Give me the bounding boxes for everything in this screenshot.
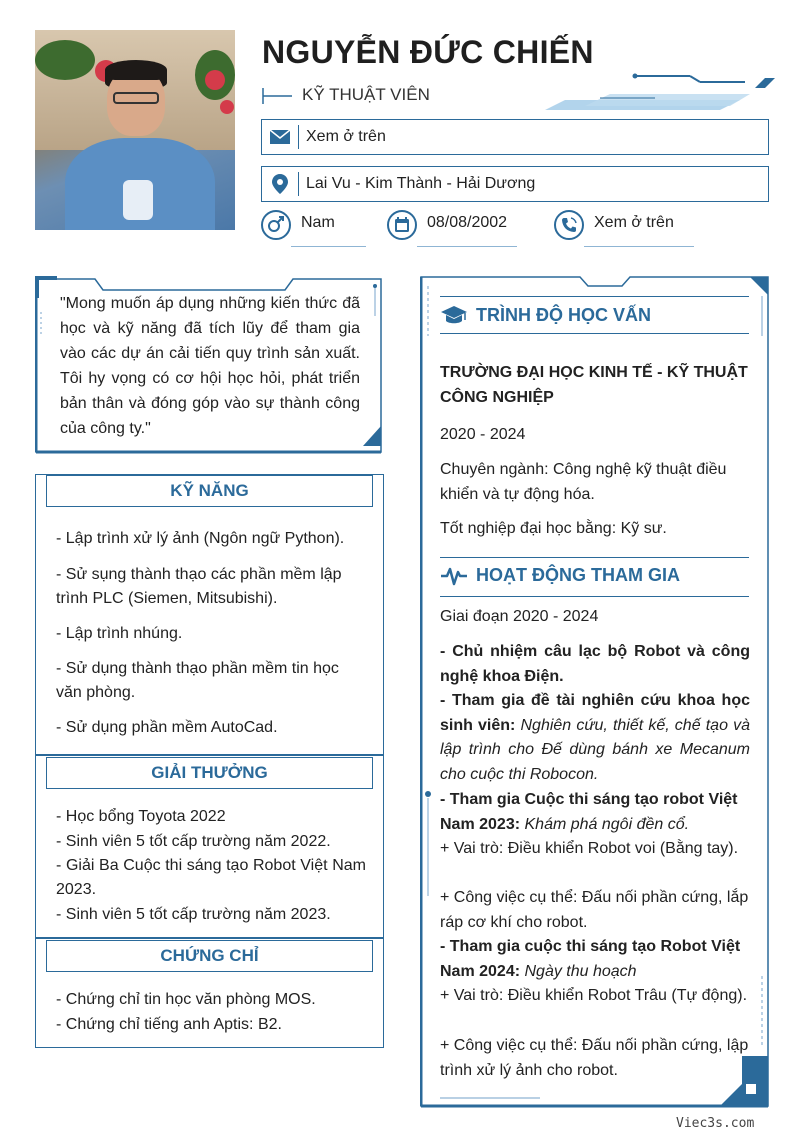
activity-task: + Công việc cụ thể: Đấu nối phần cứng, lập trình xử lý ảnh cho robot.	[440, 1037, 749, 1079]
activity-role: + Vai trò: Điều khiển Robot Trâu (Tự động).	[440, 987, 748, 1004]
activity-detail: Ngày thu hoạch	[520, 962, 637, 980]
section-line	[440, 557, 749, 558]
activities-period: Giai đoạn 2020 - 2024	[440, 608, 599, 625]
watermark: Viec3s.com	[676, 1116, 755, 1131]
certificates-heading: CHỨNG CHỈ	[46, 940, 373, 972]
address-field	[261, 166, 769, 202]
birthdate-value: 08/08/2002	[427, 214, 508, 231]
title-line-icon	[262, 86, 292, 106]
email-value: Xem ở trên	[306, 128, 386, 145]
activity-item	[440, 935, 750, 984]
calendar-icon	[389, 212, 415, 238]
skills-heading: KỸ NĂNG	[46, 475, 373, 507]
skill-item: - Sử dụng phần mềm AutoCad.	[56, 719, 278, 736]
activity-item	[440, 788, 750, 837]
award-item: - Giải Ba Cuộc thi sáng tạo Robot Việt Nam 2023.	[56, 857, 366, 898]
pulse-icon	[440, 564, 468, 588]
email-field	[261, 119, 769, 155]
school-name: TRƯỜNG ĐẠI HỌC KINH TẾ - KỸ THUẬT CÔNG NGHIỆP	[440, 364, 748, 406]
phone-field	[554, 210, 694, 250]
skill-item: - Sử sụng thành thạo các phần mềm lập trình PLC (Siemen, Mitsubishi).	[56, 566, 342, 607]
activity-label: - Tham gia cuộc thi sáng tạo Robot Việt Nam 2024:	[440, 938, 741, 980]
education-heading: TRÌNH ĐỘ HỌC VẤN	[476, 305, 651, 325]
gender-icon	[263, 212, 289, 238]
full-name: NGUYỄN ĐỨC CHIẾN	[262, 34, 594, 70]
gender-field	[261, 210, 371, 250]
decorative-tech-lines-icon	[540, 72, 775, 114]
activity-detail: Nghiên cứu, thiết kế, chế tạo và lập trình cho Đế dùng bánh xe Mecanum cho cuộc thi Robocon.	[440, 716, 751, 783]
activities-heading: HOẠT ĐỘNG THAM GIA	[476, 565, 680, 585]
section-line	[440, 596, 749, 597]
skill-item: - Sử dụng thành thạo phần mềm tin học văn phòng.	[56, 660, 339, 701]
phone-icon	[556, 212, 582, 238]
award-item: - Sinh viên 5 tốt cấp trường năm 2022.	[56, 833, 331, 850]
envelope-icon	[268, 126, 292, 148]
address-value: Lai Vu - Kim Thành - Hải Dương	[306, 175, 536, 192]
section-divider	[35, 754, 384, 756]
activity-role: + Vai trò: Điều khiển Robot voi (Bằng tay).	[440, 840, 739, 857]
activity-item: - Chủ nhiệm câu lạc bộ Robot và công nghệ khoa Điện.	[440, 643, 750, 685]
certificate-item: - Chứng chỉ tin học văn phòng MOS.	[56, 991, 316, 1008]
education-major: Chuyên ngành: Công nghệ kỹ thuật điều khiển và tự động hóa.	[440, 461, 727, 503]
award-item: - Học bổng Toyota 2022	[56, 808, 226, 825]
skill-item: - Lập trình nhúng.	[56, 625, 183, 642]
activity-label: - Tham gia Cuộc thi sáng tạo robot Việt Nam 2023:	[440, 791, 738, 833]
education-degree: Tốt nghiệp đại học bằng: Kỹ sư.	[440, 520, 667, 537]
section-line	[440, 296, 749, 297]
job-title: KỸ THUẬT VIÊN	[302, 85, 430, 104]
birthdate-field	[387, 210, 522, 250]
gender-value: Nam	[301, 214, 335, 231]
certificate-item: - Chứng chỉ tiếng anh Aptis: B2.	[56, 1016, 282, 1033]
award-item: - Sinh viên 5 tốt cấp trường năm 2023.	[56, 906, 331, 923]
skill-item: - Lập trình xử lý ảnh (Ngôn ngữ Python).	[56, 530, 345, 547]
activity-label: - Tham gia đề tài nghiên cứu khoa học sinh viên:	[440, 692, 750, 734]
profile-photo	[35, 30, 235, 230]
section-divider	[35, 937, 384, 939]
activity-item	[440, 689, 750, 787]
graduation-cap-icon	[440, 303, 468, 327]
activity-task: + Công việc cụ thể: Đấu nối phần cứng, lắp ráp cơ khí cho robot.	[440, 889, 749, 931]
career-objective: "Mong muốn áp dụng những kiến thức đã học và kỹ năng đã tích lũy để tham gia vào các dự án cải tiến quy trình sản xuất. Tôi hy vọng có cơ hội học hỏi, phát triển bản thân và đóng góp vào sự thành công của công ty."	[60, 295, 360, 437]
activity-detail: Khám phá ngôi đền cổ.	[520, 815, 690, 833]
section-line	[440, 333, 749, 334]
education-period: 2020 - 2024	[440, 426, 526, 443]
location-pin-icon	[268, 173, 292, 195]
phone-value: Xem ở trên	[594, 214, 674, 231]
awards-heading: GIẢI THƯỞNG	[46, 757, 373, 789]
